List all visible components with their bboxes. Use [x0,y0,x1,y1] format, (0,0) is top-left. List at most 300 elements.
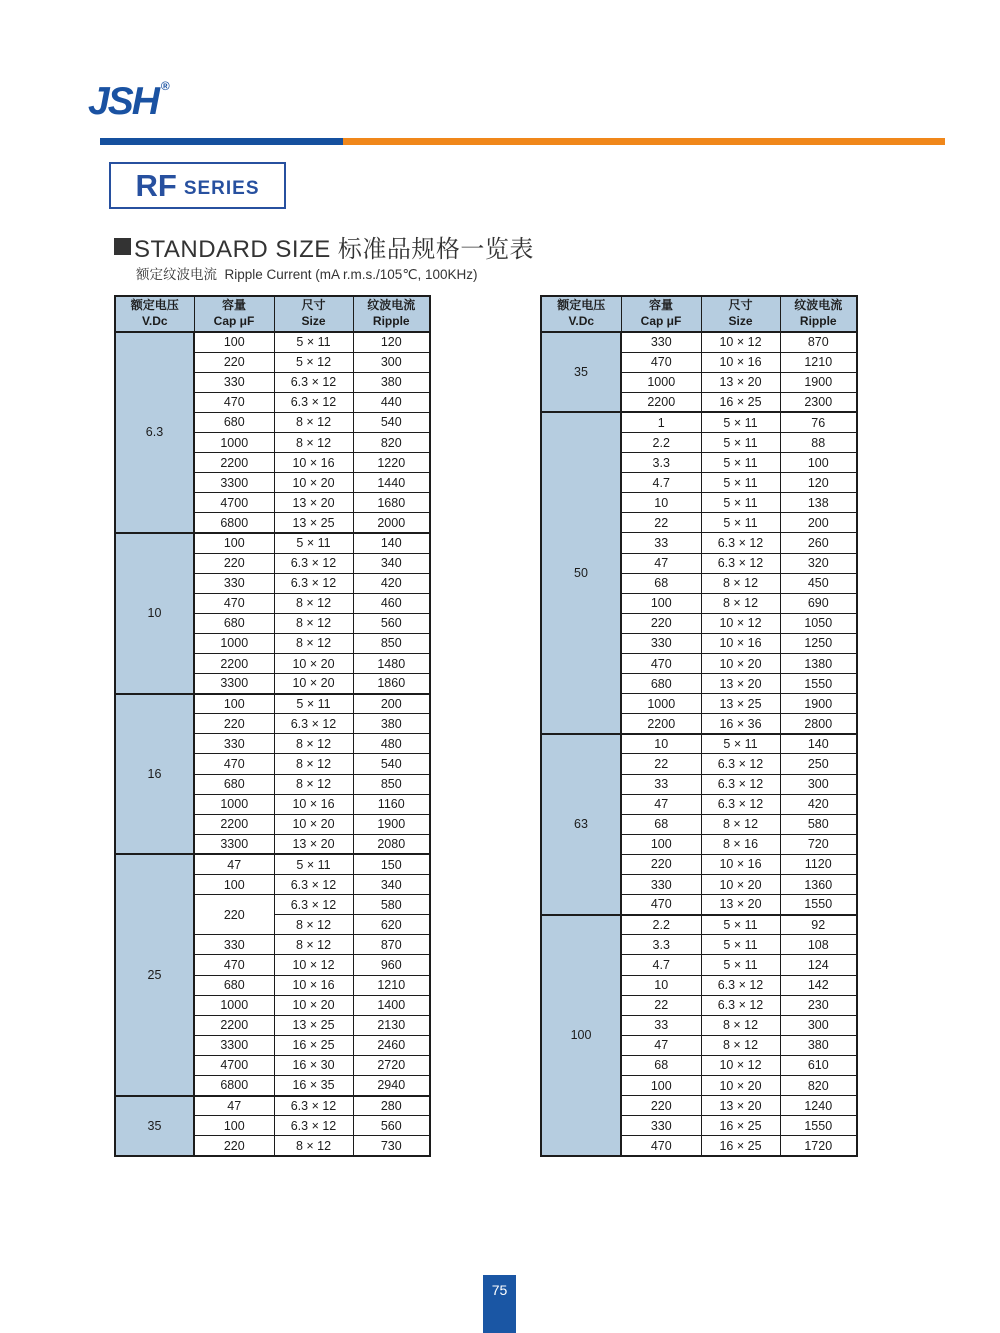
ripple-current-cell: 1900 [353,814,430,834]
size-cell: 5 × 11 [701,453,780,473]
spec-table-left [114,295,431,1157]
size-cell: 10 × 20 [701,1075,780,1095]
voltage-cell: 63 [541,734,621,915]
voltage-cell: 16 [115,694,194,855]
capacitance-cell: 330 [621,875,701,895]
ripple-current-cell: 1680 [353,493,430,513]
ripple-current-cell: 420 [780,794,857,814]
ripple-current-cell: 1120 [780,854,857,874]
ripple-current-cell: 870 [353,935,430,955]
capacitance-cell: 100 [621,834,701,854]
size-cell: 8 × 12 [274,412,353,432]
capacitance-cell: 10 [621,734,701,754]
size-cell: 6.3 × 12 [701,975,780,995]
capacitance-cell: 47 [621,1035,701,1055]
ripple-current-cell: 280 [353,1096,430,1116]
size-cell: 5 × 11 [701,412,780,432]
size-cell: 5 × 11 [701,473,780,493]
ripple-current-cell: 1380 [780,654,857,674]
capacitance-cell: 1000 [194,995,274,1015]
page-number-badge [483,1275,516,1333]
ripple-current-cell: 2000 [353,513,430,533]
capacitance-cell: 47 [621,553,701,573]
header-rule [100,138,945,145]
capacitance-cell: 33 [621,774,701,794]
capacitance-cell: 3.3 [621,935,701,955]
table-row [115,694,430,714]
capacitance-cell: 33 [621,533,701,553]
size-cell: 10 × 16 [701,352,780,372]
size-cell: 5 × 11 [274,332,353,352]
size-cell: 8 × 12 [274,935,353,955]
size-cell: 6.3 × 12 [274,1116,353,1136]
size-cell: 6.3 × 12 [274,1096,353,1116]
size-cell: 10 × 16 [701,854,780,874]
size-cell: 8 × 12 [274,754,353,774]
ripple-current-cell: 380 [780,1035,857,1055]
col-header-cap [621,296,701,332]
capacitance-cell: 6800 [194,513,274,533]
capacitance-cell: 680 [194,975,274,995]
section-title [114,229,534,264]
size-cell: 10 × 20 [274,814,353,834]
col-header-cap-en: Cap μF [640,314,682,328]
ripple-current-cell: 76 [780,412,857,432]
capacitance-cell: 47 [194,854,274,874]
size-cell: 10 × 20 [274,995,353,1015]
ripple-current-cell: 730 [353,1136,430,1156]
ripple-current-cell: 300 [780,774,857,794]
size-cell: 5 × 11 [274,533,353,553]
ripple-current-cell: 380 [353,372,430,392]
ripple-current-cell: 250 [780,754,857,774]
col-header-ripple [780,296,857,332]
ripple-current-cell: 100 [780,453,857,473]
size-cell: 13 × 20 [701,1096,780,1116]
capacitance-cell: 330 [194,573,274,593]
size-cell: 13 × 25 [274,513,353,533]
capacitance-cell: 2200 [621,714,701,734]
size-cell: 8 × 12 [274,915,353,935]
capacitance-cell: 100 [194,533,274,553]
table-row [115,1096,430,1116]
ripple-current-cell: 200 [780,513,857,533]
col-header-voltage-en: V.Dc [568,314,595,328]
ripple-current-cell: 720 [780,834,857,854]
page-number: 75 [491,1282,508,1298]
size-cell: 8 × 12 [274,633,353,653]
col-header-ripple-en: Ripple [372,314,410,328]
size-cell: 8 × 12 [274,774,353,794]
ripple-current-cell: 260 [780,533,857,553]
capacitance-cell: 470 [194,593,274,613]
capacitance-cell: 68 [621,1055,701,1075]
capacitance-cell: 1000 [194,794,274,814]
size-cell: 6.3 × 12 [274,714,353,734]
ripple-current-cell: 120 [780,473,857,493]
size-cell: 10 × 12 [274,955,353,975]
ripple-current-cell: 1360 [780,875,857,895]
capacitance-cell: 2200 [194,814,274,834]
capacitance-cell: 330 [621,332,701,352]
voltage-cell: 6.3 [115,332,194,533]
capacitance-cell: 22 [621,754,701,774]
size-cell: 6.3 × 12 [274,895,353,915]
ripple-current-cell: 2800 [780,714,857,734]
capacitance-cell: 3300 [194,834,274,854]
capacitance-cell: 470 [194,955,274,975]
capacitance-cell: 3300 [194,674,274,694]
col-header-ripple-zh: 纹波电流 [367,298,416,313]
ripple-current-cell: 2080 [353,834,430,854]
ripple-current-cell: 92 [780,915,857,935]
capacitance-cell: 3300 [194,1035,274,1055]
ripple-current-cell: 1550 [780,1116,857,1136]
size-cell: 5 × 11 [274,854,353,874]
size-cell: 8 × 12 [701,814,780,834]
size-cell: 5 × 11 [701,955,780,975]
ripple-current-cell: 870 [780,332,857,352]
size-cell: 6.3 × 12 [274,553,353,573]
size-cell: 13 × 20 [701,895,780,915]
ripple-current-cell: 320 [780,553,857,573]
size-cell: 6.3 × 12 [701,995,780,1015]
ripple-current-cell: 440 [353,392,430,412]
capacitance-cell: 220 [194,553,274,573]
capacitance-cell: 1000 [621,694,701,714]
capacitance-cell: 2200 [621,392,701,412]
capacitance-cell: 100 [194,332,274,352]
capacitance-cell: 47 [194,1096,274,1116]
capacitance-cell: 22 [621,995,701,1015]
capacitance-cell: 4.7 [621,955,701,975]
size-cell: 6.3 × 12 [274,573,353,593]
capacitance-cell: 330 [621,633,701,653]
voltage-cell: 35 [115,1096,194,1156]
size-cell: 10 × 20 [274,473,353,493]
size-cell: 10 × 16 [274,453,353,473]
size-cell: 16 × 25 [274,1035,353,1055]
capacitance-cell: 4700 [194,493,274,513]
ripple-current-cell: 1550 [780,674,857,694]
ripple-current-cell: 140 [353,533,430,553]
size-cell: 8 × 12 [274,593,353,613]
ripple-current-cell: 2130 [353,1015,430,1035]
header-rule-orange-segment [343,138,945,145]
capacitance-cell: 220 [194,1136,274,1156]
header-rule-blue-segment [100,138,343,145]
capacitance-cell: 3.3 [621,453,701,473]
brand-logo [88,80,170,121]
capacitance-cell: 220 [621,613,701,633]
ripple-current-cell: 200 [353,694,430,714]
voltage-cell: 10 [115,533,194,694]
capacitance-cell: 470 [621,895,701,915]
table-row [115,854,430,874]
ripple-current-cell: 1720 [780,1136,857,1156]
col-header-voltage-zh: 额定电压 [557,298,606,313]
capacitance-cell: 2200 [194,453,274,473]
size-cell: 13 × 25 [274,1015,353,1035]
series-word: SERIES [183,178,260,199]
size-cell: 6.3 × 12 [701,754,780,774]
size-cell: 10 × 20 [701,875,780,895]
size-cell: 8 × 12 [274,734,353,754]
ripple-current-cell: 1240 [780,1096,857,1116]
ripple-current-cell: 300 [353,352,430,372]
ripple-current-cell: 1050 [780,613,857,633]
size-cell: 10 × 20 [701,654,780,674]
ripple-current-cell: 108 [780,935,857,955]
voltage-cell: 50 [541,412,621,734]
capacitance-cell: 100 [194,1116,274,1136]
ripple-current-cell: 960 [353,955,430,975]
capacitance-cell: 4.7 [621,473,701,493]
capacitance-cell: 68 [621,814,701,834]
size-cell: 5 × 12 [274,352,353,372]
size-cell: 8 × 12 [701,573,780,593]
ripple-current-cell: 560 [353,613,430,633]
capacitance-cell: 220 [621,1096,701,1116]
size-cell: 6.3 × 12 [274,392,353,412]
capacitance-cell: 470 [621,352,701,372]
ripple-current-cell: 300 [780,1015,857,1035]
capacitance-cell: 47 [621,794,701,814]
size-cell: 5 × 11 [274,694,353,714]
ripple-current-cell: 140 [780,734,857,754]
size-cell: 6.3 × 12 [701,774,780,794]
ripple-current-cell: 340 [353,553,430,573]
col-header-cap-en: Cap μF [213,314,255,328]
capacitance-cell: 3300 [194,473,274,493]
spec-table-right [540,295,858,1157]
size-cell: 6.3 × 12 [701,533,780,553]
ripple-current-cell: 1550 [780,895,857,915]
capacitance-cell: 100 [194,875,274,895]
col-header-size-en: Size [301,314,326,328]
ripple-current-cell: 1160 [353,794,430,814]
ripple-current-cell: 380 [353,714,430,734]
capacitance-cell: 220 [621,854,701,874]
size-cell: 5 × 11 [701,915,780,935]
size-cell: 6.3 × 12 [274,372,353,392]
size-cell: 8 × 12 [274,432,353,452]
col-header-size-zh: 尺寸 [728,298,753,313]
table-row [541,915,857,935]
ripple-current-cell: 850 [353,774,430,794]
size-cell: 10 × 12 [701,332,780,352]
size-cell: 16 × 25 [701,1116,780,1136]
capacitance-cell: 1000 [194,633,274,653]
col-header-size [274,296,353,332]
capacitance-cell: 220 [194,352,274,372]
capacitance-cell: 4700 [194,1055,274,1075]
series-code: RF [135,167,177,203]
ripple-current-cell: 2300 [780,392,857,412]
size-cell: 10 × 16 [274,975,353,995]
ripple-current-cell: 420 [353,573,430,593]
ripple-current-cell: 138 [780,493,857,513]
ripple-current-cell: 540 [353,412,430,432]
ripple-current-cell: 1250 [780,633,857,653]
ripple-current-cell: 820 [353,432,430,452]
size-cell: 8 × 12 [701,1035,780,1055]
size-cell: 5 × 11 [701,935,780,955]
table-header-row [115,296,430,332]
capacitance-cell: 6800 [194,1075,274,1095]
square-bullet-icon [114,238,131,255]
capacitance-cell: 680 [621,674,701,694]
capacitance-cell: 22 [621,513,701,533]
size-cell: 13 × 20 [701,372,780,392]
size-cell: 5 × 11 [701,432,780,452]
ripple-current-cell: 850 [353,633,430,653]
capacitance-cell: 100 [621,593,701,613]
capacitance-cell: 10 [621,493,701,513]
ripple-current-cell: 1400 [353,995,430,1015]
ripple-current-cell: 1900 [780,372,857,392]
size-cell: 16 × 25 [701,1136,780,1156]
ripple-current-cell: 1860 [353,674,430,694]
size-cell: 10 × 20 [274,674,353,694]
capacitance-cell: 10 [621,975,701,995]
col-header-size-en: Size [728,314,753,328]
col-header-cap [194,296,274,332]
capacitance-cell: 68 [621,573,701,593]
ripple-current-cell: 1220 [353,453,430,473]
size-cell: 16 × 30 [274,1055,353,1075]
table-row [541,412,857,432]
ripple-current-cell: 120 [353,332,430,352]
size-cell: 5 × 11 [701,513,780,533]
brand-logo-text: JSH [88,80,158,123]
capacitance-cell: 1000 [621,372,701,392]
size-cell: 10 × 12 [701,1055,780,1075]
col-header-voltage [115,296,194,332]
registered-trademark-icon: ® [160,79,170,93]
capacitance-cell: 330 [621,1116,701,1136]
table-row [541,332,857,352]
col-header-voltage-en: V.Dc [141,314,168,328]
ripple-current-cell: 820 [780,1075,857,1095]
series-badge [109,162,286,209]
ripple-current-cell: 580 [780,814,857,834]
size-cell: 13 × 20 [701,674,780,694]
size-cell: 13 × 25 [701,694,780,714]
ripple-current-cell: 540 [353,754,430,774]
ripple-current-cell: 2720 [353,1055,430,1075]
capacitance-cell: 470 [194,392,274,412]
size-cell: 10 × 16 [701,633,780,653]
size-cell: 5 × 11 [701,493,780,513]
ripple-current-cell: 1900 [780,694,857,714]
voltage-cell: 100 [541,915,621,1156]
ripple-current-cell: 610 [780,1055,857,1075]
size-cell: 8 × 12 [274,613,353,633]
ripple-current-cell: 2460 [353,1035,430,1055]
col-header-ripple [353,296,430,332]
size-cell: 8 × 12 [701,593,780,613]
capacitance-cell: 680 [194,412,274,432]
ripple-current-cell: 560 [353,1116,430,1136]
section-subtitle: 额定纹波电流 Ripple Current (mA r.m.s./105℃, 100KHz) [136,267,478,282]
ripple-current-cell: 1210 [780,352,857,372]
size-cell: 8 × 12 [274,1136,353,1156]
col-header-voltage [541,296,621,332]
ripple-current-cell: 124 [780,955,857,975]
size-cell: 10 × 16 [274,794,353,814]
size-cell: 6.3 × 12 [701,794,780,814]
ripple-current-cell: 1210 [353,975,430,995]
capacitance-cell: 680 [194,613,274,633]
size-cell: 6.3 × 12 [274,875,353,895]
ripple-current-cell: 2940 [353,1075,430,1095]
col-header-voltage-zh: 额定电压 [130,298,179,313]
voltage-cell: 35 [541,332,621,412]
size-cell: 8 × 16 [701,834,780,854]
ripple-current-cell: 340 [353,875,430,895]
capacitance-cell: 220 [194,714,274,734]
capacitance-cell: 33 [621,1015,701,1035]
capacitance-cell: 100 [621,1075,701,1095]
col-header-ripple-en: Ripple [799,314,837,328]
size-cell: 16 × 25 [701,392,780,412]
ripple-current-cell: 450 [780,573,857,593]
ripple-current-cell: 580 [353,895,430,915]
table-row [541,734,857,754]
ripple-current-cell: 88 [780,432,857,452]
capacitance-cell: 2.2 [621,432,701,452]
voltage-cell: 25 [115,854,194,1095]
size-cell: 5 × 11 [701,734,780,754]
capacitance-cell: 2200 [194,1015,274,1035]
ripple-current-cell: 460 [353,593,430,613]
ripple-current-cell: 1480 [353,654,430,674]
size-cell: 16 × 35 [274,1075,353,1095]
capacitance-cell: 2200 [194,654,274,674]
size-cell: 6.3 × 12 [701,553,780,573]
ripple-current-cell: 1440 [353,473,430,493]
col-header-size-zh: 尺寸 [301,298,326,313]
ripple-current-cell: 620 [353,915,430,935]
size-cell: 16 × 36 [701,714,780,734]
table-row [115,533,430,553]
table-row [115,332,430,352]
capacitance-cell: 2.2 [621,915,701,935]
size-cell: 13 × 20 [274,493,353,513]
size-cell: 8 × 12 [701,1015,780,1035]
section-title-text: STANDARD SIZE 标准品规格一览表 [134,236,534,263]
size-cell: 10 × 12 [701,613,780,633]
ripple-current-cell: 480 [353,734,430,754]
col-header-cap-zh: 容量 [648,298,673,313]
ripple-current-cell: 230 [780,995,857,1015]
ripple-current-cell: 142 [780,975,857,995]
capacitance-cell: 330 [194,935,274,955]
capacitance-cell: 1 [621,412,701,432]
size-cell: 13 × 20 [274,834,353,854]
capacitance-cell: 220 [194,895,274,935]
size-cell: 10 × 20 [274,654,353,674]
capacitance-cell: 470 [194,754,274,774]
table-header-row [541,296,857,332]
ripple-current-cell: 690 [780,593,857,613]
capacitance-cell: 330 [194,734,274,754]
col-header-size [701,296,780,332]
capacitance-cell: 470 [621,654,701,674]
col-header-ripple-zh: 纹波电流 [794,298,843,313]
capacitance-cell: 330 [194,372,274,392]
